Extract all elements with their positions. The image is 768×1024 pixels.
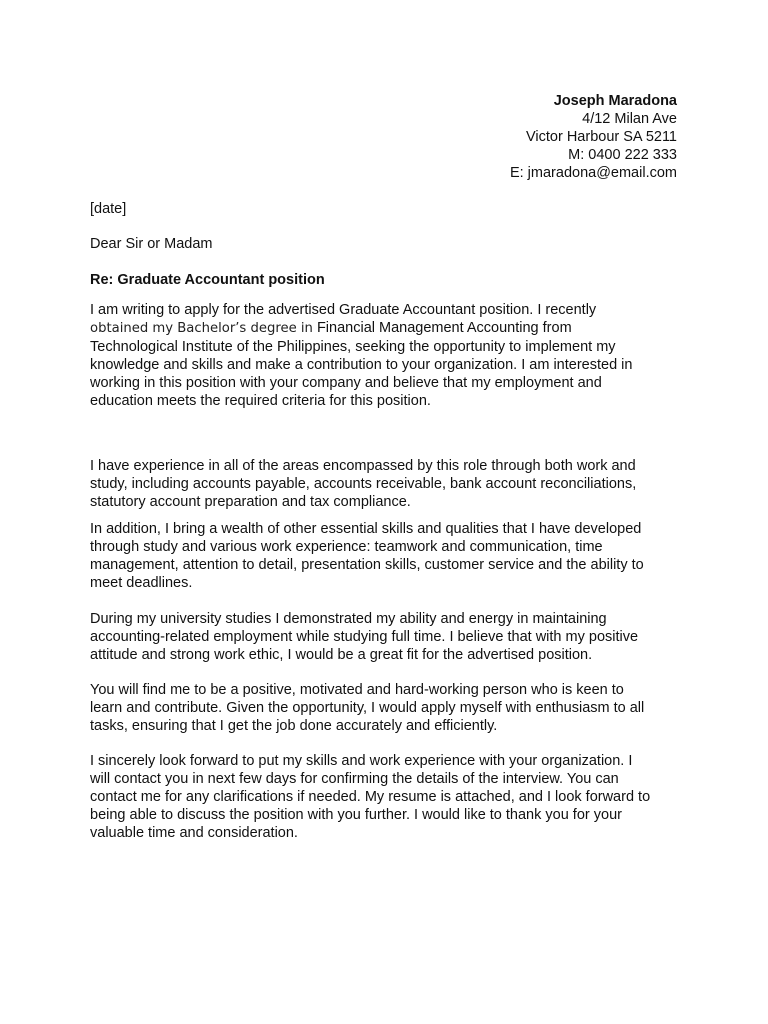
paragraph-intro xyxy=(90,301,690,410)
paragraph-line: During my university studies I demonstrated my ability and energy in maintaining xyxy=(90,611,607,627)
paragraph-line: learn and contribute. Given the opportunity, I would apply myself with enthusiasm to all xyxy=(90,700,645,716)
paragraph-line: You will find me to be a positive, motivated and hard-working person who is keen to xyxy=(90,682,624,698)
sender-name: Joseph Maradona xyxy=(553,93,677,109)
paragraph-line-part: Financial Management Accounting from xyxy=(312,320,572,336)
paragraph-line: Technological Institute of the Philippines, seeking the opportunity to implement my xyxy=(90,339,616,355)
paragraph-skills xyxy=(90,520,690,592)
sender-address-line1: 4/12 Milan Ave xyxy=(582,111,677,127)
paragraph-line xyxy=(90,319,690,338)
paragraph-experience xyxy=(90,457,690,511)
paragraph-attitude xyxy=(90,681,690,735)
paragraph-line: meet deadlines. xyxy=(90,575,193,591)
paragraph-line: study, including accounts payable, accounts receivable, bank account reconciliations, xyxy=(90,476,637,492)
paragraph-line: will contact you in next few days for confirming the details of the interview. You can xyxy=(90,771,619,787)
paragraph-line: tasks, ensuring that I get the job done accurately and efficiently. xyxy=(90,718,498,734)
paragraph-line: statutory account preparation and tax compliance. xyxy=(90,494,411,510)
paragraph-line: through study and various work experience: teamwork and communication, time xyxy=(90,539,603,555)
paragraph-line: attitude and strong work ethic, I would be a great fit for the advertised position. xyxy=(90,647,593,663)
paragraph-line: I have experience in all of the areas encompassed by this role through both work and xyxy=(90,458,636,474)
salutation: Dear Sir or Madam xyxy=(90,236,213,252)
sender-address-line2: Victor Harbour SA 5211 xyxy=(526,129,677,145)
sender-block xyxy=(510,92,677,182)
paragraph-line: management, attention to detail, presentation skills, customer service and the ability to xyxy=(90,557,644,573)
paragraph-line: contact me for any clarifications if needed. My resume is attached, and I look forward to xyxy=(90,789,651,805)
subject-line: Re: Graduate Accountant position xyxy=(90,272,325,288)
paragraph-line: working in this position with your company and believe that my employment and xyxy=(90,375,602,391)
paragraph-line-part: obtained my Bachelor’s degree in xyxy=(90,321,313,336)
paragraph-line: I sincerely look forward to put my skills and work experience with your organization. I xyxy=(90,753,633,769)
paragraph-closing xyxy=(90,752,690,842)
sender-phone: M: 0400 222 333 xyxy=(568,147,677,163)
paragraph-line: I am writing to apply for the advertised Graduate Accountant position. I recently xyxy=(90,302,597,318)
letter-date: [date] xyxy=(90,201,127,217)
paragraph-studies xyxy=(90,610,690,664)
paragraph-line: knowledge and skills and make a contribution to your organization. I am interested in xyxy=(90,357,633,373)
paragraph-line: education meets the required criteria for this position. xyxy=(90,393,431,409)
paragraph-line: accounting-related employment while studying full time. I believe that with my positive xyxy=(90,629,639,645)
paragraph-line: valuable time and consideration. xyxy=(90,825,298,841)
paragraph-line: being able to discuss the position with you further. I would like to thank you for your xyxy=(90,807,622,823)
paragraph-line: In addition, I bring a wealth of other essential skills and qualities that I have developed xyxy=(90,521,642,537)
sender-email: E: jmaradona@email.com xyxy=(509,165,677,181)
